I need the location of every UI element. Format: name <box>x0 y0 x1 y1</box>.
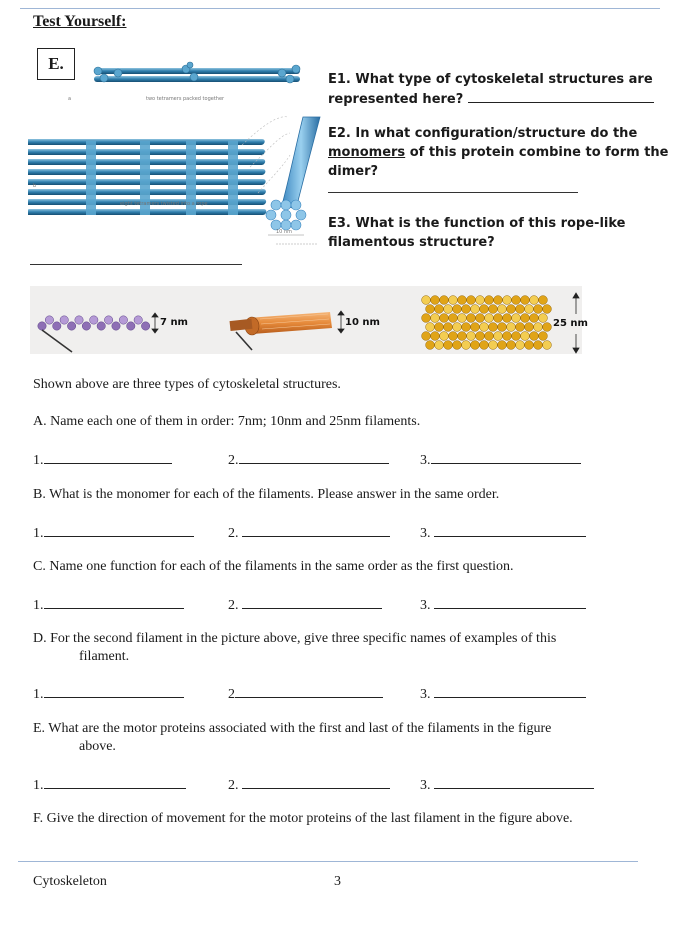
actin-subunit <box>104 316 112 324</box>
tetramer-pair <box>94 62 300 83</box>
tubulin-subunit <box>521 332 530 341</box>
tubulin-subunit <box>476 296 485 305</box>
tubulin-subunit <box>426 323 435 332</box>
question-e3: E3. What is the function of this rope-like filamentous structure? <box>328 216 626 250</box>
answer-blank[interactable] <box>44 594 184 609</box>
actin-subunit <box>60 316 68 324</box>
tubulin-subunit <box>530 314 539 323</box>
footer-title: Cytoskeleton <box>33 874 107 889</box>
tubulin-subunit <box>503 314 512 323</box>
rope-caption: eight tetramers twisted into a rope <box>120 201 208 207</box>
tubulin-subunit <box>539 296 548 305</box>
tubulin-subunit <box>539 314 548 323</box>
tubulin-subunit <box>516 305 525 314</box>
answer-blank[interactable] <box>44 774 186 789</box>
tubulin-subunit <box>453 323 462 332</box>
tubulin-subunit <box>534 341 543 350</box>
tubulin-subunit <box>431 332 440 341</box>
tubulin-subunit <box>480 341 489 350</box>
tubulin-subunit <box>516 323 525 332</box>
tubulin-subunit <box>440 296 449 305</box>
question-c: C. Name one function for each of the filaments in the same order as the first question. <box>33 559 514 574</box>
actin-subunit <box>112 322 120 330</box>
question-f: F. Give the direction of movement for the motor proteins of the last filament in the figure above. <box>33 811 573 826</box>
actin-subunit <box>97 322 105 330</box>
tubulin-subunit <box>494 296 503 305</box>
tubulin-subunit <box>512 296 521 305</box>
tetramer-caption: two tetramers packed together <box>146 96 225 102</box>
answer-blank[interactable] <box>239 449 389 464</box>
footer-rule <box>18 861 638 862</box>
tubulin-subunit <box>467 332 476 341</box>
tubulin-subunit <box>512 314 521 323</box>
tubulin-subunit <box>489 305 498 314</box>
actin-subunit <box>141 322 149 330</box>
answer-blank[interactable] <box>235 683 383 698</box>
tubulin-subunit <box>498 341 507 350</box>
tubulin-subunit <box>503 332 512 341</box>
answer-blank[interactable] <box>242 522 390 537</box>
tubulin-subunit <box>422 314 431 323</box>
tubulin-subunit <box>426 341 435 350</box>
tubulin-subunit <box>476 314 485 323</box>
tubulin-subunit <box>512 332 521 341</box>
tubulin-subunit <box>471 305 480 314</box>
tubulin-subunit <box>458 296 467 305</box>
page-number: 3 <box>334 874 341 889</box>
tubulin-subunit <box>422 332 431 341</box>
question-a: A. Name each one of them in order: 7nm; 10nm and 25nm filaments. <box>33 414 421 429</box>
panel-b-marker: b <box>33 183 37 189</box>
tubulin-subunit <box>458 314 467 323</box>
tubulin-subunit <box>521 296 530 305</box>
tubulin-subunit <box>534 323 543 332</box>
tubulin-subunit <box>467 296 476 305</box>
actin-subunit <box>119 316 127 324</box>
tubulin-subunit <box>435 341 444 350</box>
answer-blank[interactable] <box>44 449 172 464</box>
tubulin-subunit <box>485 332 494 341</box>
label-7nm: 7 nm <box>160 317 188 328</box>
tubulin-subunit <box>489 323 498 332</box>
tubulin-subunit <box>480 305 489 314</box>
actin-subunit <box>134 316 142 324</box>
tubulin-subunit <box>444 323 453 332</box>
actin-subunit <box>90 316 98 324</box>
top-rule <box>20 8 660 9</box>
answer-blank[interactable] <box>242 774 390 789</box>
tubulin-subunit <box>494 332 503 341</box>
tubulin-subunit <box>431 296 440 305</box>
tubulin-subunit <box>453 341 462 350</box>
tubulin-subunit <box>440 332 449 341</box>
tubulin-subunit <box>530 332 539 341</box>
question-e2: E2. In what configuration/structure do the monomers of this protein combine to form the dimer? <box>328 126 669 179</box>
tubulin-subunit <box>435 305 444 314</box>
filament-types-figure <box>30 286 582 354</box>
microtubule <box>422 296 552 350</box>
question-d: D. For the second filament in the picture above, give three specific names of examples of this filament. <box>33 631 557 664</box>
tubulin-subunit <box>471 341 480 350</box>
intermediate-filament-figure <box>28 55 326 255</box>
tubulin-subunit <box>480 323 489 332</box>
actin-subunit <box>75 316 83 324</box>
tubulin-subunit <box>543 341 552 350</box>
tubulin-subunit <box>543 323 552 332</box>
actin-subunit <box>82 322 90 330</box>
tubulin-subunit <box>485 296 494 305</box>
tubulin-subunit <box>431 314 440 323</box>
panel-a-marker: a <box>68 96 72 102</box>
section-e-box: E. <box>37 48 75 80</box>
tubulin-subunit <box>525 341 534 350</box>
actin-subunit <box>38 322 46 330</box>
tubulin-subunit <box>521 314 530 323</box>
tubulin-subunit <box>543 305 552 314</box>
label-10nm: 10 nm <box>345 317 380 328</box>
question-e: E. What are the motor proteins associated with the first and last of the filaments in the figure above. <box>33 721 552 754</box>
answer-blank[interactable] <box>44 683 184 698</box>
tubulin-subunit <box>530 296 539 305</box>
tubulin-subunit <box>449 332 458 341</box>
tubulin-subunit <box>507 341 516 350</box>
tubulin-subunit <box>498 323 507 332</box>
tubulin-subunit <box>458 332 467 341</box>
actin-subunit <box>67 322 75 330</box>
actin-subunit <box>53 322 61 330</box>
tubulin-subunit <box>539 332 548 341</box>
tubulin-subunit <box>489 341 498 350</box>
tubulin-subunit <box>453 305 462 314</box>
tubulin-subunit <box>476 332 485 341</box>
tubulin-subunit <box>435 323 444 332</box>
tubulin-subunit <box>426 305 435 314</box>
tubulin-subunit <box>462 305 471 314</box>
answer-blank[interactable] <box>242 594 382 609</box>
tubulin-subunit <box>422 296 431 305</box>
tubulin-subunit <box>503 296 512 305</box>
answer-blank[interactable] <box>434 683 586 698</box>
tubulin-subunit <box>462 323 471 332</box>
tubulin-subunit <box>462 341 471 350</box>
answer-blank-e3[interactable] <box>30 264 242 265</box>
question-e1: E1. What type of cytoskeletal structures are represented here? <box>328 72 653 107</box>
question-b: B. What is the monomer for each of the filaments. Please answer in the same order. <box>33 487 500 502</box>
actin-filament <box>38 316 150 330</box>
page-title: Test Yourself: <box>33 13 127 30</box>
tubulin-subunit <box>494 314 503 323</box>
answer-blank[interactable] <box>434 522 586 537</box>
tubulin-subunit <box>449 314 458 323</box>
actin-subunit <box>45 316 53 324</box>
width-caption: 10 nm <box>276 229 292 235</box>
answer-blank-e1[interactable] <box>468 89 654 103</box>
answer-blank[interactable] <box>434 594 586 609</box>
tubulin-subunit <box>498 305 507 314</box>
tubulin-subunit <box>449 296 458 305</box>
tubulin-subunit <box>516 341 525 350</box>
tubulin-subunit <box>444 305 453 314</box>
tubulin-subunit <box>534 305 543 314</box>
tubulin-subunit <box>444 341 453 350</box>
tubulin-subunit <box>440 314 449 323</box>
actin-subunit <box>127 322 135 330</box>
tubulin-subunit <box>507 305 516 314</box>
answer-blank[interactable] <box>434 774 594 789</box>
answer-blank[interactable] <box>431 449 581 464</box>
label-25nm: 25 nm <box>553 318 588 329</box>
filament-rope <box>266 117 320 230</box>
tubulin-subunit <box>471 323 480 332</box>
tubulin-subunit <box>467 314 476 323</box>
tubulin-subunit <box>525 323 534 332</box>
intro-text: Shown above are three types of cytoskeletal structures. <box>33 377 341 392</box>
answer-blank[interactable] <box>44 522 194 537</box>
tubulin-subunit <box>525 305 534 314</box>
intermediate-filament <box>230 312 332 335</box>
tubulin-subunit <box>507 323 516 332</box>
answer-blank-e2[interactable] <box>328 192 578 193</box>
tubulin-subunit <box>485 314 494 323</box>
